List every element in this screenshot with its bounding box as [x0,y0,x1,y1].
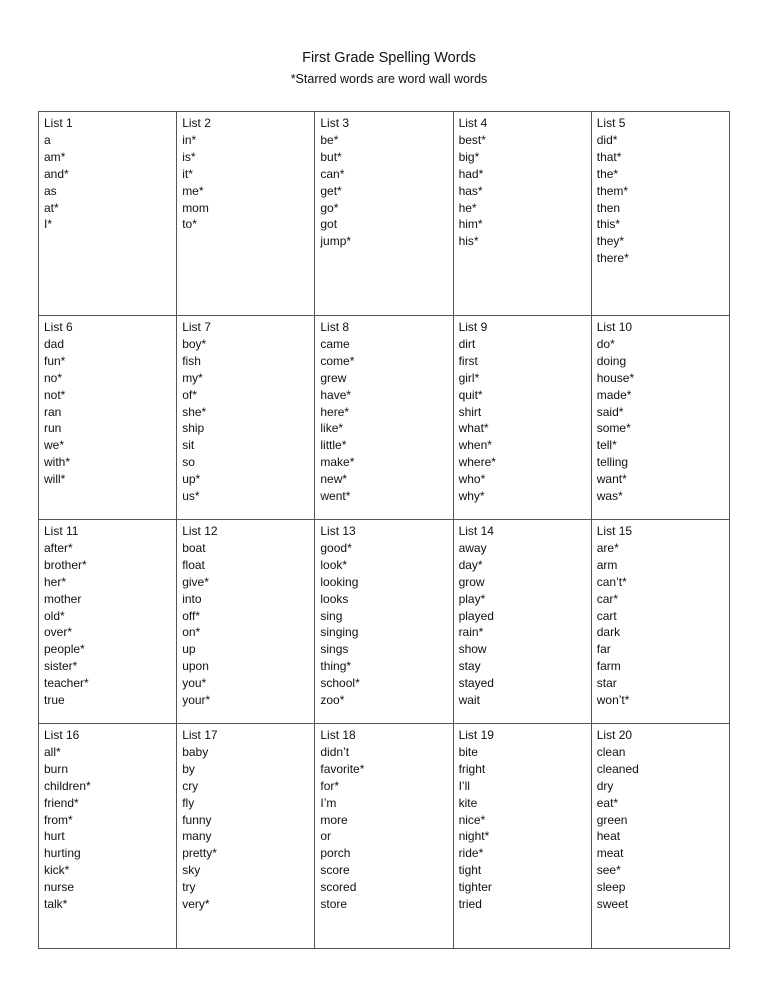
list-cell [591,112,729,316]
spelling-word: night* [458,829,490,844]
spelling-word: can* [320,166,345,181]
spelling-word: do* [596,336,615,351]
spelling-word: bite [458,744,478,759]
spelling-word: funny [182,812,212,827]
spelling-word: some* [596,421,631,436]
spelling-word: fright [458,761,486,776]
spelling-word: burn [44,761,69,776]
list-heading: List 2 [182,116,211,130]
spelling-word: hurt [44,829,65,844]
spelling-word: them* [596,183,629,198]
spelling-word: sings [320,642,349,657]
list-cell [591,520,729,724]
spelling-word: off* [182,608,200,623]
spelling-word: play* [458,591,486,606]
spelling-word: played [458,608,494,623]
spelling-word: all* [44,744,61,759]
table-row [39,112,730,316]
spelling-word: teacher* [44,676,89,691]
spelling-word: school* [320,676,360,691]
list-heading: List 14 [458,524,494,538]
spelling-word: I’m [320,795,337,810]
spelling-word: friend* [44,795,79,810]
spelling-word: can’t* [596,574,627,589]
spelling-word: to* [182,217,197,232]
spelling-word: she* [182,404,207,419]
spelling-word: up [182,642,196,657]
spelling-word: go* [320,200,339,215]
list-heading: List 17 [182,728,218,742]
spelling-word: stayed [458,676,494,691]
spelling-word: dark [596,625,621,640]
list-cell [39,316,177,520]
spelling-word: kite [458,795,478,810]
spelling-word: singing [320,625,359,640]
spelling-word: baby [182,744,209,759]
spelling-word: ride* [458,846,484,861]
spelling-word: heat [596,829,621,844]
spelling-word: scored [320,880,357,895]
spelling-word: with* [44,455,71,470]
spelling-word: he* [458,200,477,215]
spelling-word: dad [44,336,65,351]
spelling-word: him* [458,217,483,232]
spelling-word: pretty* [182,846,217,861]
list-heading: List 19 [458,728,494,742]
spelling-word: are* [596,540,619,555]
spelling-word: at* [44,200,59,215]
spelling-word: dry [596,778,614,793]
list-heading: List 10 [596,320,633,334]
spelling-word: big* [458,149,480,164]
spelling-word: porch [320,846,351,861]
spelling-word: sky [182,863,201,878]
list-cell [315,724,453,949]
spelling-word: nice* [458,812,486,827]
spelling-word: true [44,693,65,708]
spelling-word: farm [596,659,621,674]
spelling-word: we* [44,438,65,453]
spelling-word: fly [182,795,195,810]
spelling-word: so [182,455,195,470]
spelling-word: people* [44,642,85,657]
spelling-word: up* [182,472,201,487]
spelling-word: tight [458,863,482,878]
list-heading: List 15 [596,524,633,538]
spelling-word: thing* [320,659,352,674]
list-cell [177,520,315,724]
spelling-word: star [596,676,617,691]
list-heading: List 16 [44,728,80,742]
spelling-word: who* [458,472,486,487]
spelling-word: day* [458,557,483,572]
spelling-word: there* [596,251,629,266]
spelling-word: his* [458,234,479,249]
page-title [0,50,768,66]
spelling-word: into [182,591,202,606]
spelling-word: I* [44,217,53,232]
spelling-word: when* [458,438,492,453]
list-cell [453,520,591,724]
spelling-word: doing [596,353,627,368]
spelling-word: but* [320,149,342,164]
spelling-word: old* [44,608,65,623]
list-cell [591,724,729,949]
spelling-word: that* [596,149,622,164]
list-heading: List 9 [458,320,488,334]
spelling-word: sing [320,608,343,623]
list-heading: List 18 [320,728,356,742]
spelling-word: tell* [596,438,617,453]
table-row [39,316,730,520]
spelling-word: wait [458,693,480,708]
spelling-word: quit* [458,387,483,402]
list-heading: List 4 [458,116,488,130]
spelling-word: want* [596,472,627,487]
spelling-word: run [44,421,62,436]
spelling-word: you* [182,676,207,691]
spelling-word: car* [596,591,619,606]
list-cell [591,316,729,520]
spelling-word: cart [596,608,617,623]
spelling-word: it* [182,166,193,181]
spelling-lists-table [38,111,730,949]
list-cell [315,520,453,724]
spelling-word: the* [596,166,619,181]
spelling-word: arm [596,557,618,572]
spelling-word: I’ll [458,778,470,793]
spelling-word: not* [44,387,66,402]
list-cell [453,112,591,316]
spelling-word: talk* [44,897,68,912]
spelling-word: a [44,132,51,147]
spelling-word: away [458,540,487,555]
spelling-word: more [320,812,348,827]
spelling-word: they* [596,234,625,249]
spelling-word: us* [182,489,200,504]
spelling-word: sister* [44,659,78,674]
spelling-word: after* [44,540,73,555]
spelling-word: my* [182,370,203,385]
spelling-word: far [596,642,611,657]
spelling-word: cleaned [596,761,639,776]
table-row [39,724,730,949]
spelling-word: ship [182,421,205,436]
spelling-word: give* [182,574,209,589]
spelling-word: favorite* [320,761,365,776]
list-heading: List 20 [596,728,633,742]
spelling-word: mom [182,200,209,215]
list-heading: List 1 [44,116,73,130]
spelling-word: didn’t [320,744,350,759]
spelling-word: clean [596,744,626,759]
spelling-word: won’t* [596,693,630,708]
spelling-word: sleep [596,880,626,895]
spelling-word: good* [320,540,352,555]
spelling-word: upon [182,659,209,674]
spelling-word: rain* [458,625,484,640]
spelling-word: best* [458,132,486,147]
list-cell [39,724,177,949]
spelling-word: fish [182,353,201,368]
list-heading: List 5 [596,116,626,130]
spelling-word: new* [320,472,348,487]
spelling-word: said* [596,404,624,419]
table-row [39,520,730,724]
spelling-word: be* [320,132,339,147]
spelling-word: hurting [44,846,81,861]
spelling-word: mother [44,591,82,606]
list-heading: List 12 [182,524,218,538]
spelling-word: dirt [458,336,476,351]
spelling-word: me* [182,183,204,198]
spelling-word: made* [596,387,632,402]
list-cell [177,724,315,949]
list-heading: List 3 [320,116,350,130]
spelling-word: had* [458,166,484,181]
spelling-word: house* [596,370,635,385]
spelling-word: many [182,829,212,844]
spelling-word: jump* [320,234,352,249]
spelling-word: float [182,557,205,572]
spelling-word: store [320,897,348,912]
list-cell [315,112,453,316]
spelling-word: shirt [458,404,482,419]
spelling-word: children* [44,778,91,793]
spelling-word: in* [182,132,197,147]
list-cell [39,520,177,724]
spelling-word: by [182,761,195,776]
spelling-word: for* [320,778,340,793]
spelling-word: little* [320,438,347,453]
spelling-word: came [320,336,350,351]
spelling-word: and* [44,166,69,181]
spelling-word: has* [458,183,483,198]
spelling-word: on* [182,625,201,640]
spelling-word: eat* [596,795,619,810]
spelling-word: girl* [458,370,480,385]
spelling-word: brother* [44,557,87,572]
spelling-word: have* [320,387,352,402]
spelling-word: looks [320,591,349,606]
page-subtitle-text: *Starred words are word wall words [290,72,488,86]
spelling-word: sweet [596,897,629,912]
list-cell [453,724,591,949]
spelling-word: what* [458,421,489,436]
spelling-word: from* [44,812,73,827]
spelling-word: or [320,829,332,844]
spelling-word: come* [320,353,355,368]
spelling-word: of* [182,387,197,402]
spelling-word: boat [182,540,206,555]
spelling-word: sit [182,438,195,453]
spelling-word: cry [182,778,199,793]
spelling-word: is* [182,149,196,164]
list-heading: List 13 [320,524,356,538]
spelling-word: tighter [458,880,492,895]
spelling-word: zoo* [320,693,345,708]
spelling-word: why* [458,489,485,504]
page-subtitle [0,72,768,86]
list-heading: List 6 [44,320,73,334]
spelling-word: kick* [44,863,70,878]
spelling-word: went* [320,489,351,504]
spelling-word: her* [44,574,67,589]
list-cell [177,316,315,520]
list-cell [39,112,177,316]
spelling-word: tried [458,897,482,912]
spelling-word: score [320,863,350,878]
spelling-word: like* [320,421,344,436]
list-heading: List 7 [182,320,211,334]
spelling-word: this* [596,217,621,232]
spelling-word: see* [596,863,621,878]
spelling-word: got [320,217,338,232]
spelling-word: here* [320,404,350,419]
list-cell [315,316,453,520]
spelling-word: fun* [44,353,66,368]
spelling-word: boy* [182,336,207,351]
spelling-word: your* [182,693,211,708]
spelling-word: will* [44,472,66,487]
spelling-word: did* [596,132,618,147]
spelling-word: try [182,880,196,895]
list-cell [453,316,591,520]
spelling-word: meat [596,846,624,861]
spelling-word: as [44,183,57,198]
spelling-word: green [596,812,628,827]
list-heading: List 8 [320,320,350,334]
spelling-word: then [596,200,621,215]
spelling-word: show [458,642,487,657]
list-cell [177,112,315,316]
spelling-word: no* [44,370,63,385]
spelling-word: grow [458,574,485,589]
spelling-word: look* [320,557,348,572]
spelling-word: am* [44,149,66,164]
page-title-text: First Grade Spelling Words [302,50,476,66]
spelling-word: telling [596,455,629,470]
spelling-word: over* [44,625,73,640]
spelling-word: where* [458,455,496,470]
spelling-word: was* [596,489,623,504]
spelling-word: ran [44,404,62,419]
spelling-word: nurse [44,880,75,895]
spelling-word: stay [458,659,481,674]
spelling-word: grew [320,370,347,385]
list-heading: List 11 [44,524,79,538]
spelling-word: make* [320,455,355,470]
spelling-word: first [458,353,478,368]
spelling-word: get* [320,183,342,198]
spelling-word: looking [320,574,359,589]
spelling-word: very* [182,897,210,912]
